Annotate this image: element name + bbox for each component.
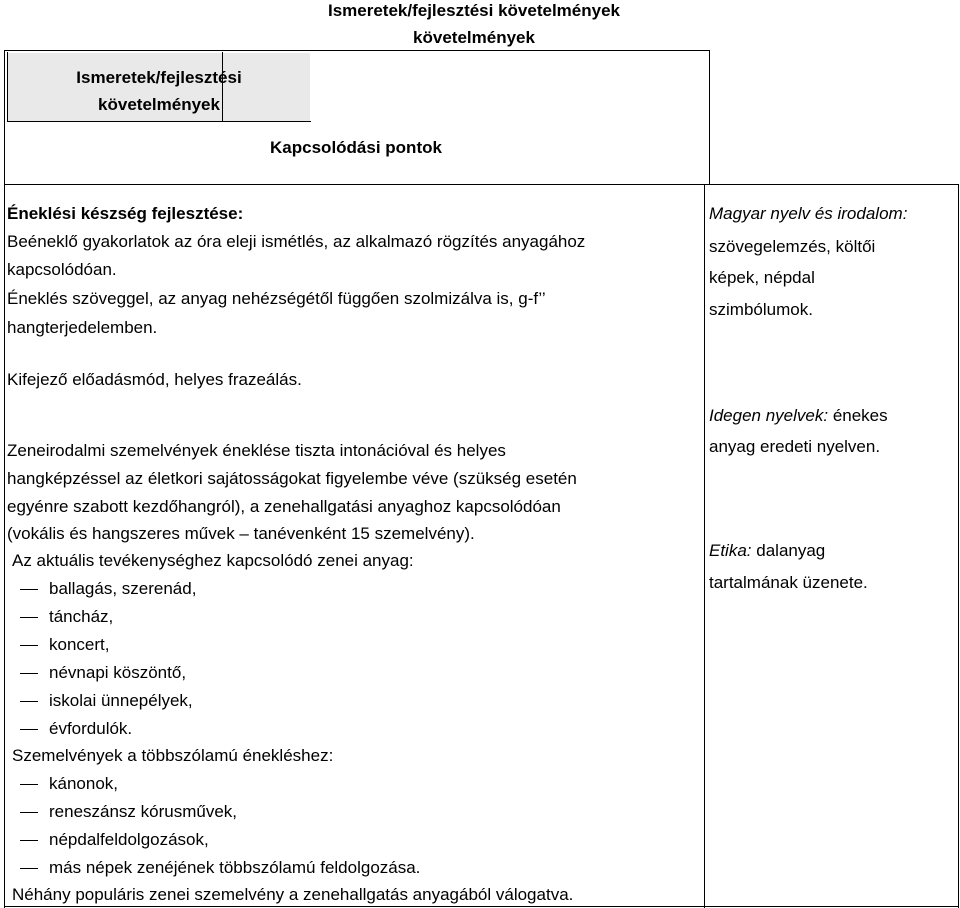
list-item: reneszánsz kórusművek, xyxy=(49,802,238,821)
p4-line2: hangképzéssel az életkori sajátosságokat figyelembe véve (szükség esetén xyxy=(7,469,577,488)
list-dash xyxy=(20,617,38,618)
gray-cell-bottom-edge xyxy=(7,121,311,122)
p2-line1: Éneklés szöveggel, az anyag nehézségétől függően szolmizálva is, g-f’’ xyxy=(7,289,546,308)
r3-line1 xyxy=(709,540,825,562)
left-title-line2: követelmények xyxy=(98,95,220,114)
list-item: koncert, xyxy=(49,635,110,654)
list-dash xyxy=(20,840,38,841)
list-item: ballagás, szerenád, xyxy=(49,579,197,598)
kapcsolodasi-pontok-heading: Kapcsolódási pontok xyxy=(270,138,442,157)
section-heading: Éneklési készség fejlesztése: xyxy=(7,204,244,223)
p1-line1: Beéneklő gyakorlatok az óra eleji ismétlés, az alkalmazó rögzítés anyagához xyxy=(7,232,586,251)
top-title-line2: követelmények xyxy=(413,28,535,47)
top-title-line1: Ismeretek/fejlesztési követelmények xyxy=(327,1,620,20)
p4-line3: egyénre szabott kezdőhangról), a zenehallgatási anyaghoz kapcsolódóan xyxy=(7,497,561,516)
list-item: táncház, xyxy=(49,607,114,626)
list-dash xyxy=(20,812,38,813)
p3-text: Kifejező előadásmód, helyes frazeálás. xyxy=(7,370,302,389)
r1-label: Magyar nyelv és irodalom: xyxy=(709,204,908,223)
list-dash xyxy=(20,701,38,702)
p1-line2: kapcsolódóan. xyxy=(7,260,117,279)
p4-line1: Zeneirodalmi szemelvények éneklése tiszta intonációval és helyes xyxy=(7,441,506,460)
table-top-border xyxy=(4,50,710,51)
list-item: kánonok, xyxy=(49,774,118,793)
list2-intro: Szemelvények a többszólamú énekléshez: xyxy=(12,746,334,765)
r1-line1: szövegelemzés, költői xyxy=(709,237,876,256)
r3-label: Etika: xyxy=(709,541,752,560)
list-item: más népek zenéjének többszólamú feldolgozása. xyxy=(49,858,421,877)
header-right-border xyxy=(709,50,710,184)
closing-text: Néhány populáris zenei szemelvény a zenehallgatás anyagából válogatva. xyxy=(12,885,574,904)
r1-line2: képek, népdal xyxy=(709,268,815,287)
list1-intro: Az aktuális tevékenységhez kapcsolódó zenei anyag: xyxy=(12,551,414,570)
list-dash xyxy=(20,784,38,785)
table-left-border xyxy=(4,50,5,908)
r2-line1 xyxy=(709,405,888,427)
left-title-line1: Ismeretek/fejlesztési xyxy=(76,68,242,87)
r2-label: Idegen nyelvek: xyxy=(709,406,829,425)
r3-rest: dalanyag xyxy=(751,541,826,560)
p2-line2: hangterjedelemben. xyxy=(7,318,158,337)
list-dash xyxy=(20,868,38,869)
list-item: népdalfeldolgozások, xyxy=(49,830,209,849)
list-dash xyxy=(20,589,38,590)
table-right-border xyxy=(958,184,959,908)
r2-rest: énekes xyxy=(828,406,888,425)
r3-line2: tartalmának üzenete. xyxy=(709,573,868,592)
list-dash xyxy=(20,729,38,730)
list-item: iskolai ünnepélyek, xyxy=(49,691,193,710)
list-item: évfordulók. xyxy=(49,719,133,738)
table-bottom-border xyxy=(4,906,959,907)
list-dash xyxy=(20,673,38,674)
list-item: névnapi köszöntő, xyxy=(49,663,187,682)
r2-line2: anyag eredeti nyelven. xyxy=(709,437,881,456)
r1-line3: szimbólumok. xyxy=(709,300,813,319)
p4-line4: (vokális és hangszeres művek – tanévenként 15 szemelvény). xyxy=(7,524,475,543)
header-bottom-border xyxy=(4,184,959,185)
column-divider xyxy=(704,184,705,908)
list-dash xyxy=(20,645,38,646)
